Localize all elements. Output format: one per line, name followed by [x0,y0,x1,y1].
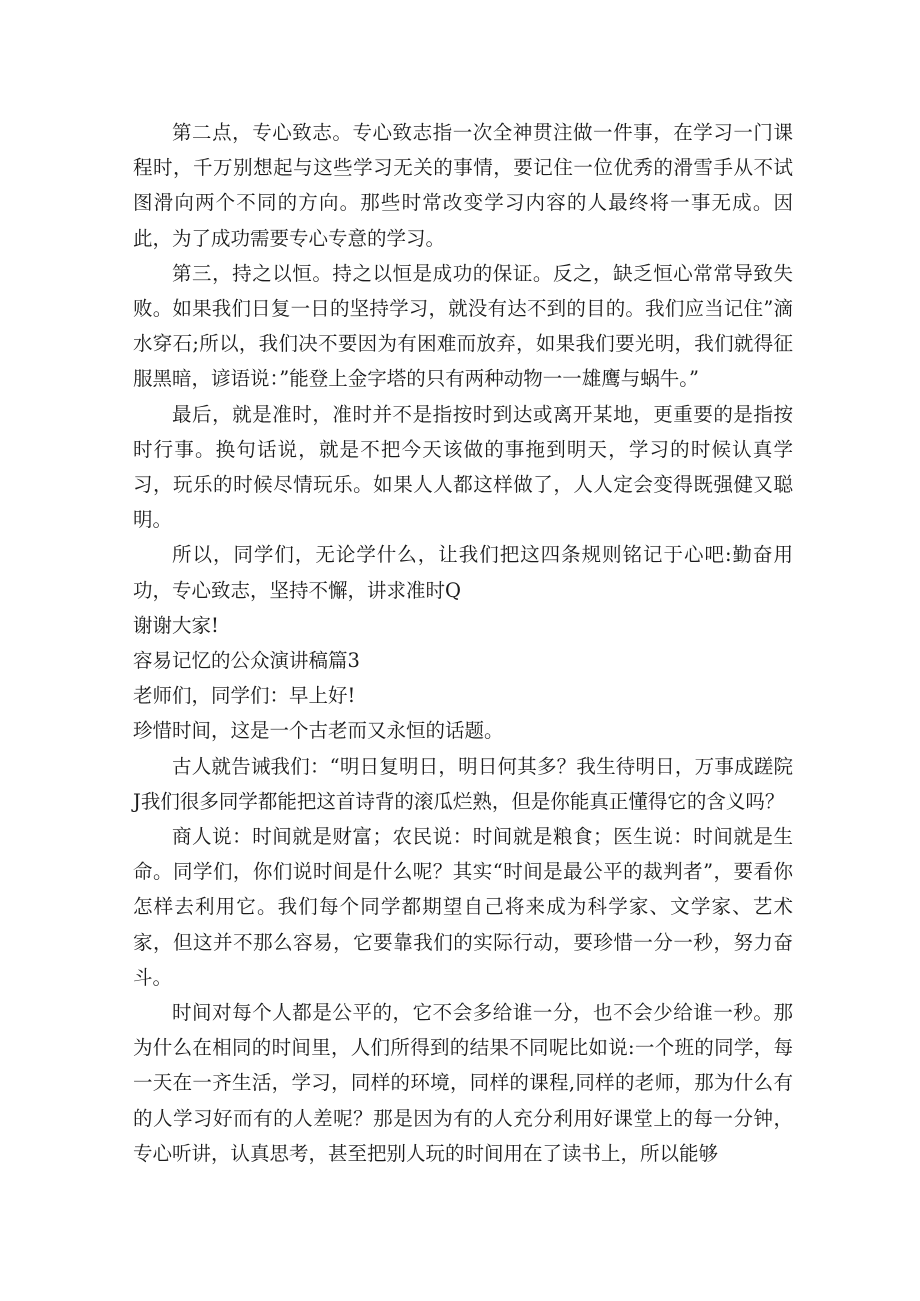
section-heading: 容易记忆的公众演讲稿篇3 [133,649,360,673]
paragraph: 古人就告诫我们：“明日复明日，明日何其多？我生待明日，万事成蹉院J我们很多同学都能把这首诗背的滚瓜烂熟，但是你能真正懂得它的含义吗？ [133,754,793,813]
paragraph: 珍惜时间，这是一个古老而又永恒的话题。 [133,719,504,743]
paragraph: 第三，持之以恒。持之以恒是成功的保证。反之，缺乏恒心常常导致失败。如果我们日复一日的坚持学习，就没有达不到的目的。我们应当记住”滴水穿石;所以，我们决不要因为有困难而放弃，如果我们要光明，我们就得征服黑暗，谚语说：”能登上金字塔的只有两种动物一一雄鹰与蜗牛。” [133,261,793,391]
paragraph: 所以，同学们，无论学什么，让我们把这四条规则铭记于心吧:勤奋用功，专心致志，坚持不懈，讲求准时Q [133,543,793,602]
greeting-line: 老师们，同学们：早上好! [133,684,356,708]
paragraph: 商人说：时间就是财富；农民说：时间就是粮食；医生说：时间就是生命。同学们，你们说时间是什么呢？其实“时间是最公平的裁判者”，要看你怎样去利用它。我们每个同学都期望自己将来成为科学家、文学家、艺术家，但这并不那么容易，它要靠我们的实际行动，要珍惜一分一秒，努力奋斗。 [133,825,793,989]
paragraph: 时间对每个人都是公平的，它不会多给谁一分，也不会少给谁一秒。那为什么在相同的时间里，人们所得到的结果不同呢比如说:一个班的同学，每一天在一齐生活，学习，同样的环境，同样的课程,同样的老师，那为什么有的人学习好而有的人差呢？那是因为有的人充分利用好课堂上的每一分钟，专心听讲，认真思考，甚至把别人玩的时间用在了读书上，所以能够 [133,1001,793,1165]
document-body [133,115,793,1171]
paragraph: 最后，就是准时，准时并不是指按时到达或离开某地，更重要的是指按时行事。换句话说，就是不把今天该做的事拖到明天，学习的时候认真学习，玩乐的时候尽情玩乐。如果人人都这样做了，人人定会变得既强健又聪明。 [133,402,793,532]
paragraph: 第二点，专心致志。专心致志指一次全神贯注做一件事，在学习一门课程时，千万别想起与这些学习无关的事情，要记住一位优秀的滑雪手从不试图滑向两个不同的方向。那些时常改变学习内容的人最终将一事无成。因此，为了成功需要专心专意的学习。 [133,121,793,250]
paragraph-thanks: 谢谢大家! [133,613,219,637]
